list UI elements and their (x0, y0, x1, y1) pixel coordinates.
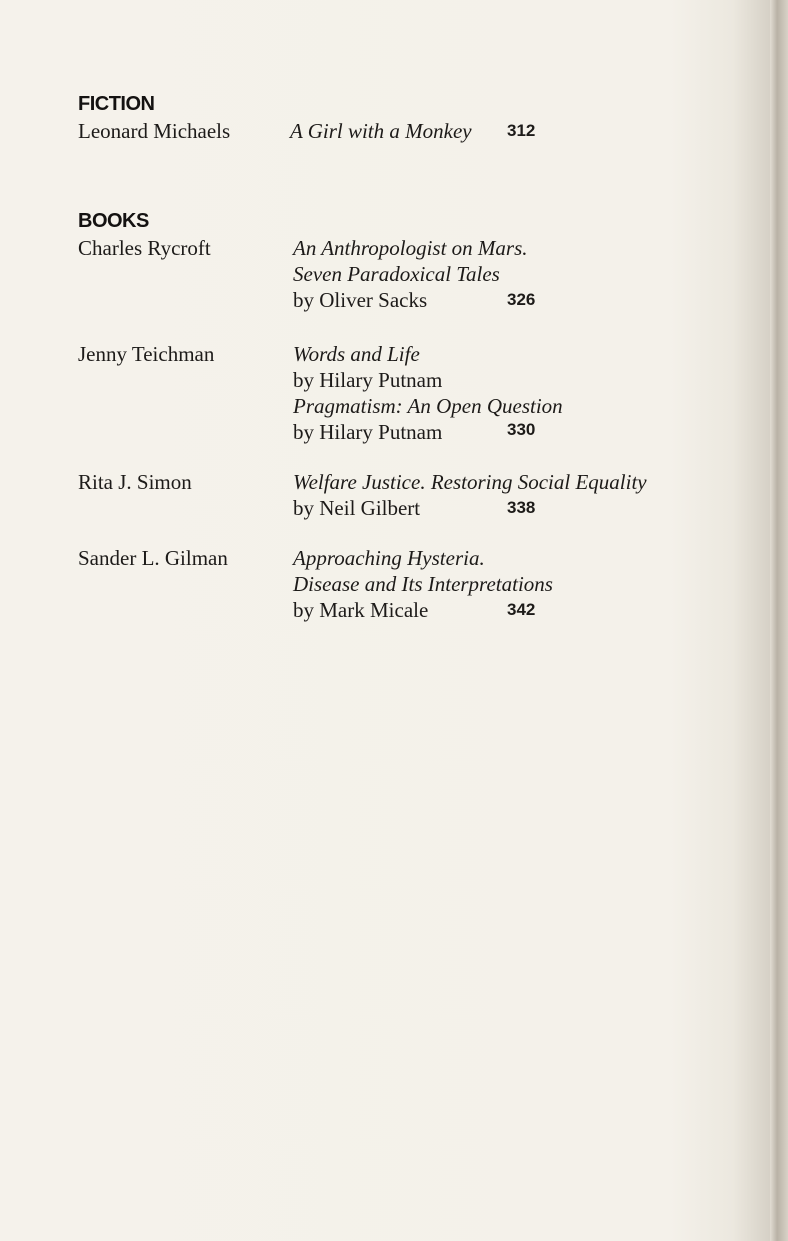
book-page-number: 338 (507, 498, 536, 517)
book-author-line: by Hilary Putnam (293, 368, 443, 392)
book-title-line: Words and Life (293, 342, 420, 366)
reviewer-name: Charles Rycroft (78, 236, 211, 260)
reviewer-name: Jenny Teichman (78, 342, 215, 366)
book-page-number: 342 (507, 600, 536, 619)
book-title-line: Pragmatism: An Open Question (293, 394, 563, 418)
book-title-line: Approaching Hysteria. (293, 546, 485, 570)
binding-edge (770, 0, 788, 1241)
books-heading: BOOKS (78, 210, 149, 232)
fiction-heading: FICTION (78, 93, 155, 115)
book-title-line: Seven Paradoxical Tales (293, 262, 500, 286)
book-author-line: by Hilary Putnam (293, 420, 443, 444)
book-page-number: 330 (507, 420, 536, 439)
book-author-line: by Neil Gilbert (293, 496, 421, 520)
book-page-number: 326 (507, 290, 536, 309)
book-title-line: Disease and Its Interpretations (293, 572, 553, 596)
reviewer-name: Rita J. Simon (78, 470, 192, 494)
fiction-page-number: 312 (507, 121, 536, 140)
reviewer-name: Sander L. Gilman (78, 546, 228, 570)
book-author-line: by Oliver Sacks (293, 288, 428, 312)
book-title-line: Welfare Justice. Restoring Social Equality (293, 470, 647, 494)
book-title-line: An Anthropologist on Mars. (293, 236, 528, 260)
fiction-title: A Girl with a Monkey (290, 119, 472, 143)
book-author-line: by Mark Micale (293, 598, 429, 622)
fiction-author: Leonard Michaels (78, 119, 231, 143)
